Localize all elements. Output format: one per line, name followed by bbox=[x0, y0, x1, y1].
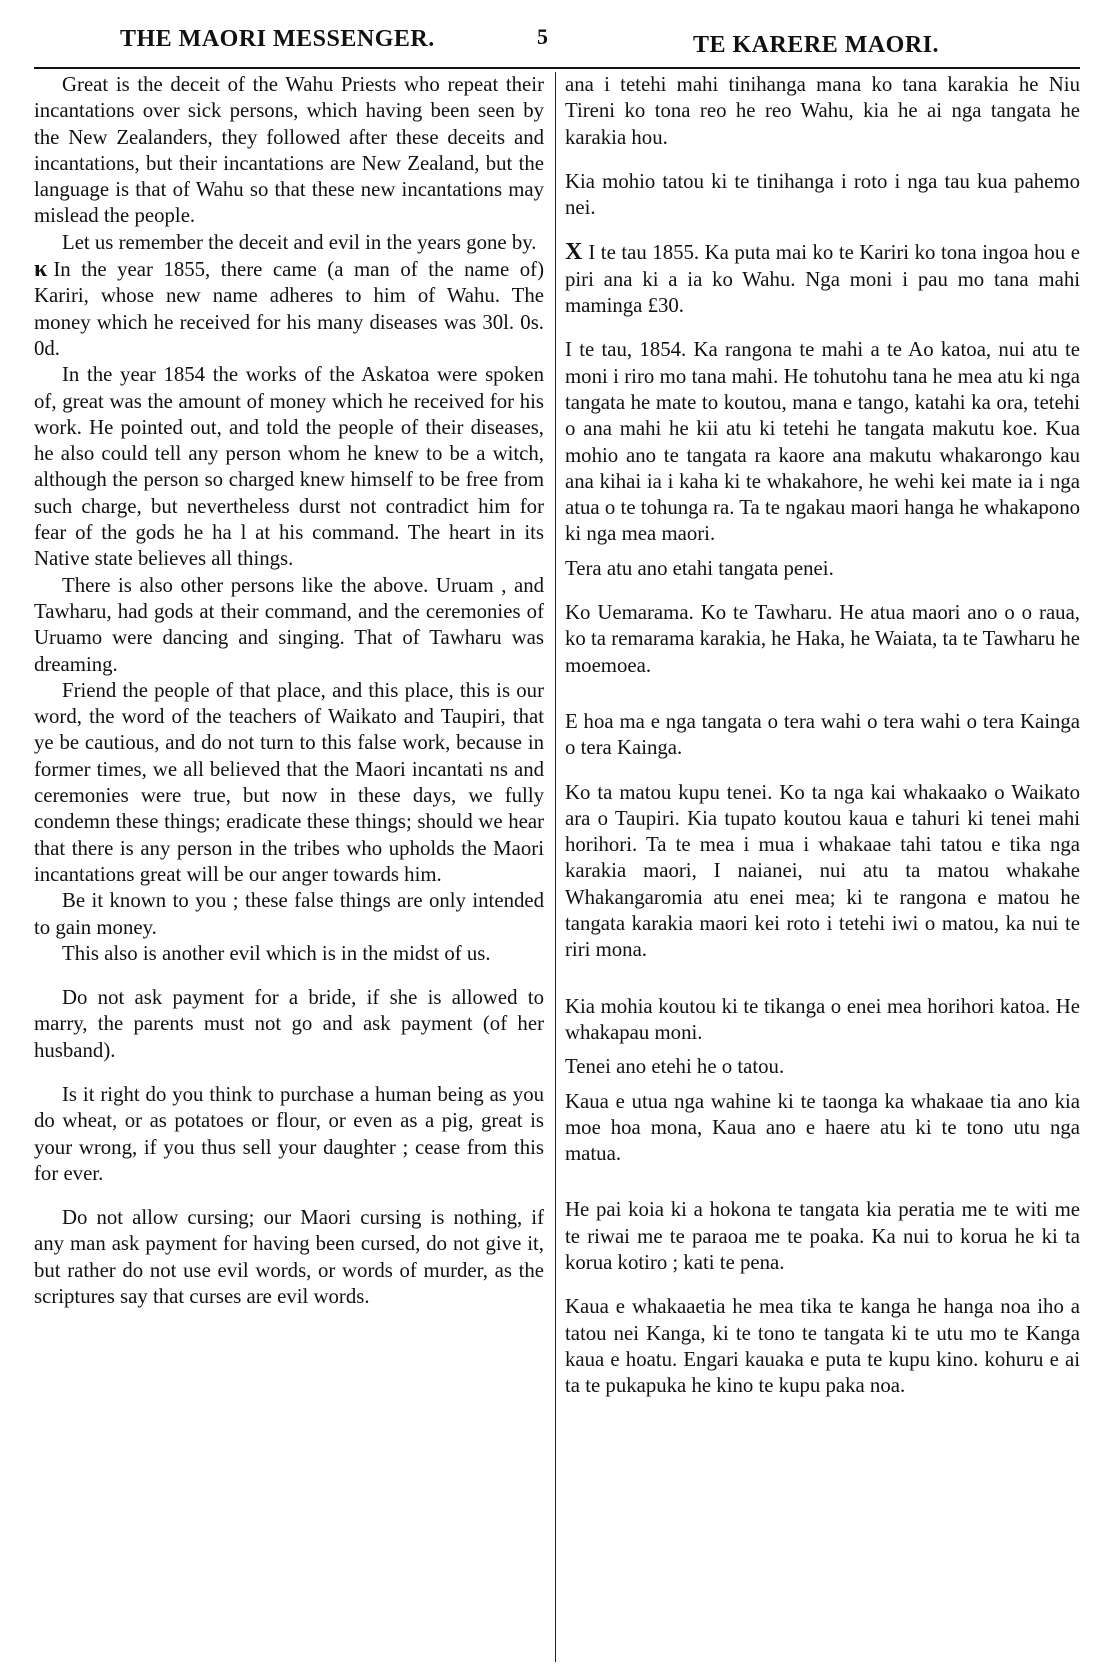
paragraph: I te tau, 1854. Ka rangona te mahi a te Ao katoa, nui atu te moni i riro mo tana mahi. He tohutohu tana he mea atu ki nga tangata he mate to koutou, mana e tango, katahi ka ora, tetehi o ana mahi he kii atu ki tetehi he tangata makutu koe. Kua mohio ano te tangata ra kaore ana makutu whakarongo kau ana kihai ia i kaha ki te whakahore, he wehi kei mate ia i nga atua o te tohunga ra. Ta te ngakau maori hanga he whakapono ki nga mea maori. bbox=[565, 338, 1080, 546]
paragraph: This also is another evil which is in the midst of us. bbox=[62, 941, 491, 965]
paragraph bbox=[565, 239, 1080, 319]
paragraph bbox=[34, 256, 544, 362]
page-header bbox=[0, 12, 1114, 68]
paragraph: Kaua e whakaaetia he mea tika te kanga he hanga noa iho a tatou nei Kanga, ki te tono te tangata ki te utu mo te Kanga kaua e hoatu. Engari kauaka e puta te kupu kino. kohuru e ai ta te pukapuka he kino te kupu paka noa. bbox=[565, 1295, 1080, 1398]
paragraph: Do not allow cursing; our Maori cursing is nothing, if any man ask payment for having been cursed, do not give it, but rather do not use evil words, or words of murder, as the scriptures say that curses are evil words. bbox=[34, 1206, 544, 1309]
paragraph: Kia mohia koutou ki te tikanga o enei mea horihori katoa. He whakapau moni. bbox=[565, 994, 1080, 1044]
paragraph: In the year 1854 the works of the Askatoa were spoken of, great was the amount of money which he received for his work. He pointed out, and told the people of their diseases, he also could tell any person whom he knew to be a witch, although the person so charged knew himself to be free from such charge, but nevertheless durst not contradict him for fear of the gods he ha l at his command. The heart in its Native state believes all things. bbox=[34, 363, 544, 571]
paragraph: Kia mohio tatou ki te tinihanga i roto i nga tau kua pahemo nei. bbox=[565, 169, 1080, 220]
page-number: 5 bbox=[537, 24, 548, 49]
paragraph: Let us remember the deceit and evil in the years gone by. bbox=[62, 230, 537, 254]
margin-mark: X bbox=[565, 239, 583, 266]
paragraph: Do not ask payment for a bride, if she is allowed to marry, the parents must not go and ask payment (of her husband). bbox=[34, 986, 544, 1062]
paragraph: Be it known to you ; these false things are only intended to gain money. bbox=[34, 889, 544, 939]
paragraph: Tera atu ano etahi tangata penei. bbox=[565, 556, 834, 580]
paragraph: Ko ta matou kupu tenei. Ko ta nga kai whakaako o Waikato ara o Taupiri. Kia tupato koutou kaua e tahuri ki tenei mahi horihori. Ta te mea i mua i whakaae tahi tatou e tika nga karakia maori, I naianei, nui atu ta matou whakahe Whakangaromia atu enei mea; ki te rangona e matou he tangata karakia maori kei roto i tetehi iwi o matou, ka nui te riri mona. bbox=[565, 780, 1080, 962]
maori-column bbox=[565, 72, 1080, 1662]
paragraph: Great is the deceit of the Wahu Priests who repeat their incantations over sick persons, which having been seen by the New Zealanders, they followed after these deceits and incantations, but their incantations are New Zealand, but the language is that of Wahu so that these new incantations may mislead the people. bbox=[34, 73, 544, 228]
paragraph-text: I te tau 1855. Ka puta mai ko te Kariri ko tona ingoa hou e piri ana ki a ia ko Wahu. Nga moni i pau mo tana mahi maminga £30. bbox=[565, 241, 1080, 318]
paragraph: ana i tetehi mahi tinihanga mana ko tana karakia he Niu Tireni ko tona reo he reo Wahu, kia he ai nga tangata he karakia hou. bbox=[565, 73, 1080, 149]
paragraph: He pai koia ki a hokona te tangata kia peratia me te witi me te riwai me te paraoa me te poaka. Ka nui to korua he ki ta korua kotiro ; kati te pena. bbox=[565, 1198, 1080, 1274]
english-title: THE MAORI MESSENGER. bbox=[120, 26, 435, 52]
margin-mark: κ bbox=[34, 256, 48, 283]
paragraph: Is it right do you think to purchase a human being as you do wheat, or as potatoes or flour, or even as a pig, great is your wrong, if you thus sell your daughter ; cease from this for ever. bbox=[34, 1082, 544, 1185]
paragraph: E hoa ma e nga tangata o tera wahi o tera wahi o tera Kainga o tera Kainga. bbox=[565, 709, 1080, 760]
paragraph-text: In the year 1855, there came (a man of the name of) Kariri, whose new name adheres to him of Wahu. The money which he received for his many diseases was 30l. 0s. 0d. bbox=[34, 258, 544, 360]
paragraph: Friend the people of that place, and this place, this is our word, the word of the teachers of Waikato and Taupiri, that ye be cautious, and do not turn to this false work, because in former times, we all believed that the Maori incantati ns and ceremonies were true, but now in these days, we fully condemn these things; eradicate these things; should we hear that there is any person in the tribes who upholds the Maori incantations great will be our anger towards him. bbox=[34, 678, 544, 886]
paragraph: Tenei ano etehi he o tatou. bbox=[565, 1055, 785, 1079]
paragraph: Ko Uemarama. Ko te Tawharu. He atua maori ano o o raua, ko ta remarama karakia, he Haka, he Waiata, ta te Tawharu he moemoea. bbox=[565, 601, 1080, 677]
maori-title: TE KARERE MAORI. bbox=[693, 32, 940, 58]
english-column bbox=[34, 72, 544, 1662]
column-divider bbox=[555, 72, 556, 1662]
paragraph: There is also other persons like the above. Uruam , and Tawharu, had gods at their command, and the ceremonies of Uruamo were dancing and singing. That of Tawharu was dreaming. bbox=[34, 573, 544, 676]
header-rule bbox=[34, 67, 1080, 69]
paragraph: Kaua e utua nga wahine ki te taonga ka whakaae tia ano kia moe hoa mona, Kaua ano e haere atu ki te tono utu nga matua. bbox=[565, 1089, 1080, 1166]
